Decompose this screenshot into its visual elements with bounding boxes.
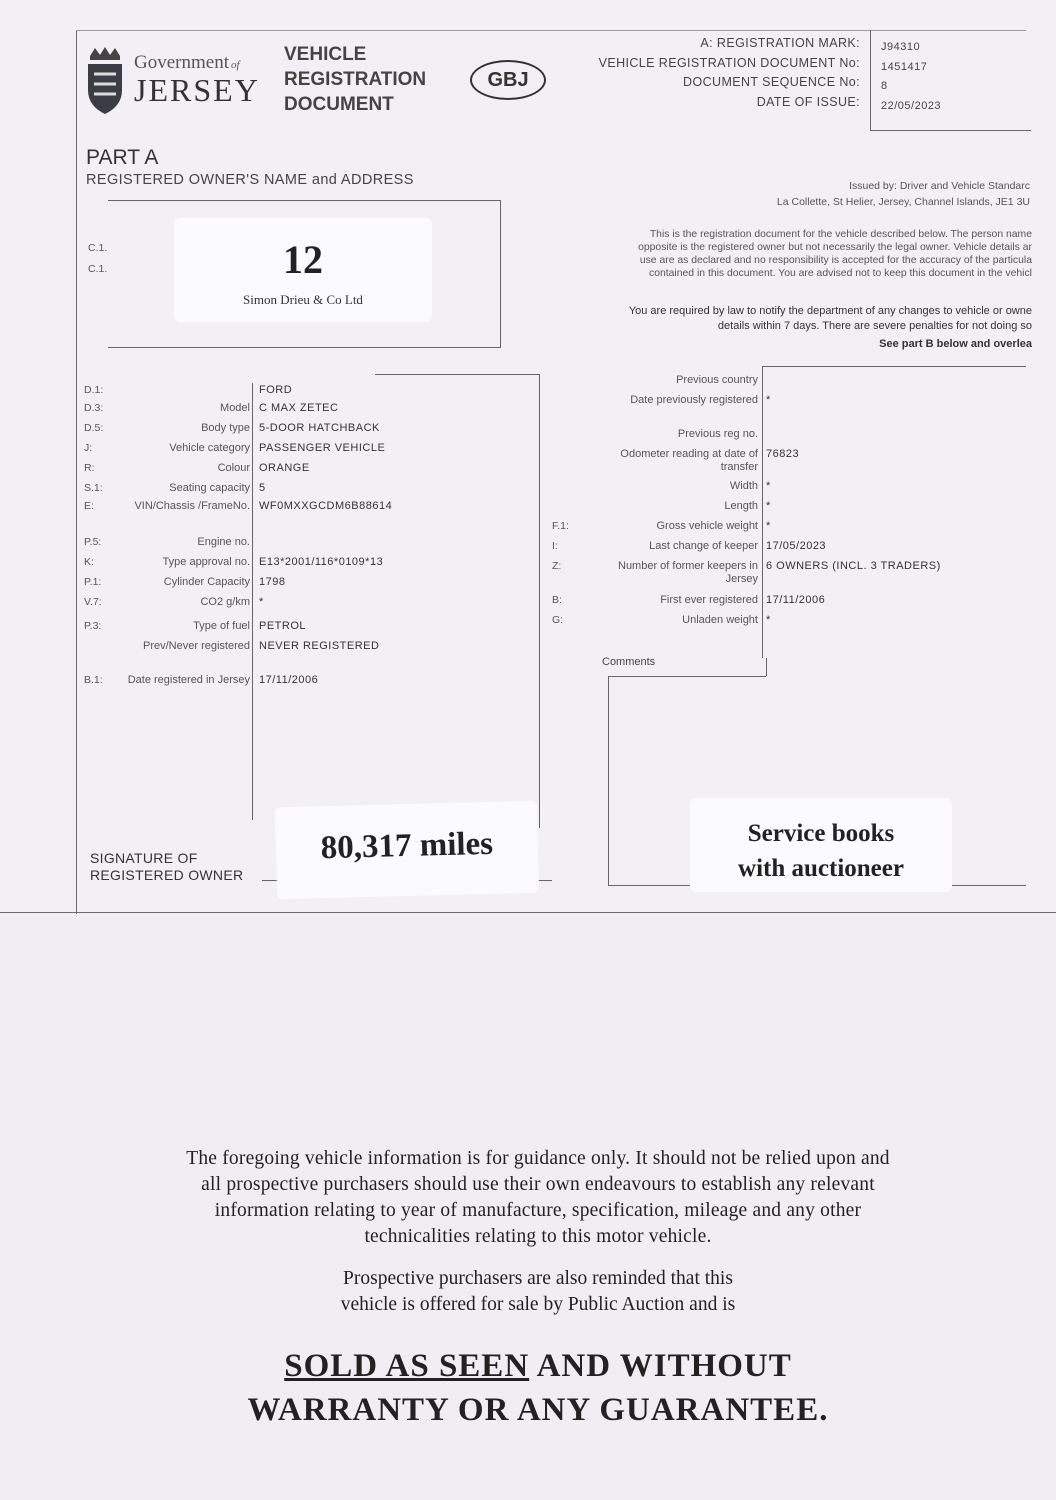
left-label: VIN/Chassis /FrameNo. (134, 500, 250, 512)
right-label: Number of former keepers in Jersey (618, 560, 758, 585)
right-value: 76823 (766, 448, 800, 460)
part-a-title: PART A (86, 146, 159, 169)
left-code: D.5: (84, 422, 104, 434)
right-label: Previous country (676, 374, 758, 386)
mileage-value: 80,317 miles (320, 825, 494, 867)
left-label: Vehicle category (169, 442, 250, 454)
right-value: 6 OWNERS (INCL. 3 TRADERS) (766, 560, 941, 572)
left-code: D.1: (84, 384, 104, 396)
part-a-subtitle: REGISTERED OWNER'S NAME and ADDRESS (86, 172, 414, 188)
left-code: V.7: (84, 596, 102, 608)
left-label: Cylinder Capacity (163, 576, 250, 588)
comments-top (608, 676, 766, 677)
left-border (76, 30, 77, 914)
left-value: WF0MXXGCDM6B88614 (259, 500, 393, 512)
right-value: * (766, 500, 771, 512)
left-code: S.1: (84, 482, 103, 494)
left-label: Body type (201, 422, 250, 434)
left-value: 17/11/2006 (259, 674, 319, 686)
right-code: Z: (552, 560, 562, 572)
left-value: 5-DOOR HATCHBACK (259, 422, 380, 434)
right-label: Odometer reading at date of transfer (620, 448, 758, 473)
jersey-label: JERSEY (134, 72, 260, 108)
right-table-divider (762, 366, 763, 658)
left-value: * (259, 596, 264, 608)
right-label: Unladen weight (682, 614, 758, 626)
left-label: Engine no. (197, 536, 250, 548)
right-label: Previous reg no. (677, 428, 758, 440)
left-code: B.1: (84, 674, 103, 686)
right-label: Last change of keeper (649, 540, 758, 552)
auction-notice: Prospective purchasers are also reminded that this vehicle is offered for sale by Public Auction and is (340, 1268, 736, 1315)
left-label: Colour (217, 462, 250, 474)
right-label: First ever registered (660, 594, 758, 606)
left-value: NEVER REGISTERED (259, 640, 380, 652)
mileage-sticker (275, 801, 539, 900)
reference-values: J94310 1451417 8 22/05/2023 (881, 41, 942, 112)
right-value: 17/11/2006 (766, 594, 826, 606)
left-label: Type of fuel (193, 620, 250, 632)
right-value: * (766, 394, 771, 406)
legal-notice: You are required by law to notify the department of any changes to vehicle or owne details within 7 days. There are severe penalties for not doing so (628, 305, 1032, 332)
right-table-top (762, 366, 1026, 367)
owner-name: Simon Drieu & Co Ltd (243, 292, 363, 307)
left-label: Seating capacity (169, 482, 250, 494)
disclaimer-paragraph: The foregoing vehicle information is for guidance only. It should not be relied upon and all prospective purchasers should use their own endeavours to establish any relevant information relating to year of manufacture, specification, mileage and any other technicalities relating to this motor vehicle. (186, 1148, 890, 1247)
document-title: VEHICLE REGISTRATION DOCUMENT (284, 44, 427, 115)
sold-as-seen: SOLD AS SEEN (284, 1348, 530, 1384)
left-value: PASSENGER VEHICLE (259, 442, 386, 454)
see-part-b: See part B below and overlea (879, 338, 1032, 350)
left-code: J: (84, 442, 93, 454)
left-label: CO2 g/km (200, 596, 250, 608)
left-table-right (539, 374, 540, 828)
right-value: * (766, 480, 771, 492)
right-code: B: (552, 594, 562, 606)
warranty-text: WARRANTY OR ANY GUARANTEE. (247, 1392, 829, 1428)
left-label: Model (220, 402, 250, 414)
comments-left (608, 676, 609, 886)
signature-label: SIGNATURE OF REGISTERED OWNER (90, 850, 244, 883)
comments-label: Comments (602, 656, 656, 668)
right-value: * (766, 614, 771, 626)
comments-connector (766, 658, 767, 676)
left-table-divider (252, 383, 253, 820)
left-label: Date registered in Jersey (127, 674, 250, 686)
jersey-crest-icon (84, 46, 126, 116)
left-value: C MAX ZETEC (259, 402, 339, 414)
left-code: P.3: (84, 620, 102, 632)
service-sticker (690, 798, 952, 892)
right-code: G: (552, 614, 564, 626)
owner-codes: C.1. C.1. (88, 242, 108, 275)
owner-sticker (174, 218, 432, 322)
right-label: Date previously registered (630, 394, 758, 406)
issuer-block: Issued by: Driver and Vehicle Standarc La Collette, St Helier, Jersey, Channel Islands, JE1 3U (776, 180, 1030, 208)
right-label: Length (724, 500, 758, 512)
without-text: AND WITHOUT (529, 1348, 792, 1384)
right-value: * (766, 520, 771, 532)
government-label: Government of (134, 52, 240, 73)
left-label: Prev/Never registered (143, 640, 250, 652)
left-code: P.1: (84, 576, 102, 588)
service-note: Service books with auctioneer (738, 820, 904, 882)
left-code: K: (84, 556, 94, 568)
lot-number: 12 (283, 237, 323, 282)
left-value: FORD (259, 384, 293, 396)
left-label: Type approval no. (162, 556, 250, 568)
bottom-border (0, 912, 1056, 913)
left-code: P.5: (84, 536, 102, 548)
left-value: 5 (259, 482, 266, 494)
right-label: Width (729, 480, 758, 492)
right-code: F.1: (552, 520, 569, 532)
right-label: Gross vehicle weight (656, 520, 758, 532)
left-value: PETROL (259, 620, 307, 632)
right-code: I: (552, 540, 558, 552)
country-code-badge: GBJ (470, 60, 546, 100)
left-value: E13*2001/116*0109*13 (259, 556, 384, 568)
left-code: R: (84, 462, 95, 474)
reference-labels: A: REGISTRATION MARK: VEHICLE REGISTRATION DOCUMENT No: DOCUMENT SEQUENCE No: DATE OF ISSUE: (598, 36, 860, 109)
notice-paragraph: This is the registration document for the vehicle described below. The person name opposite is the registered owner but not necessarily the legal owner. Vehicle details ar use are as declared and no responsibility is accepted for the accuracy of the particula contained in this document. You are advised not to keep this document in the vehicl (638, 229, 1032, 279)
left-table-top (375, 374, 540, 375)
left-value: 1798 (259, 576, 286, 588)
sold-as-seen-warning (40, 1344, 1036, 1432)
right-value: 17/05/2023 (766, 540, 827, 552)
left-value: ORANGE (259, 462, 310, 474)
left-code: D.3: (84, 402, 104, 414)
left-code: E: (84, 500, 94, 512)
